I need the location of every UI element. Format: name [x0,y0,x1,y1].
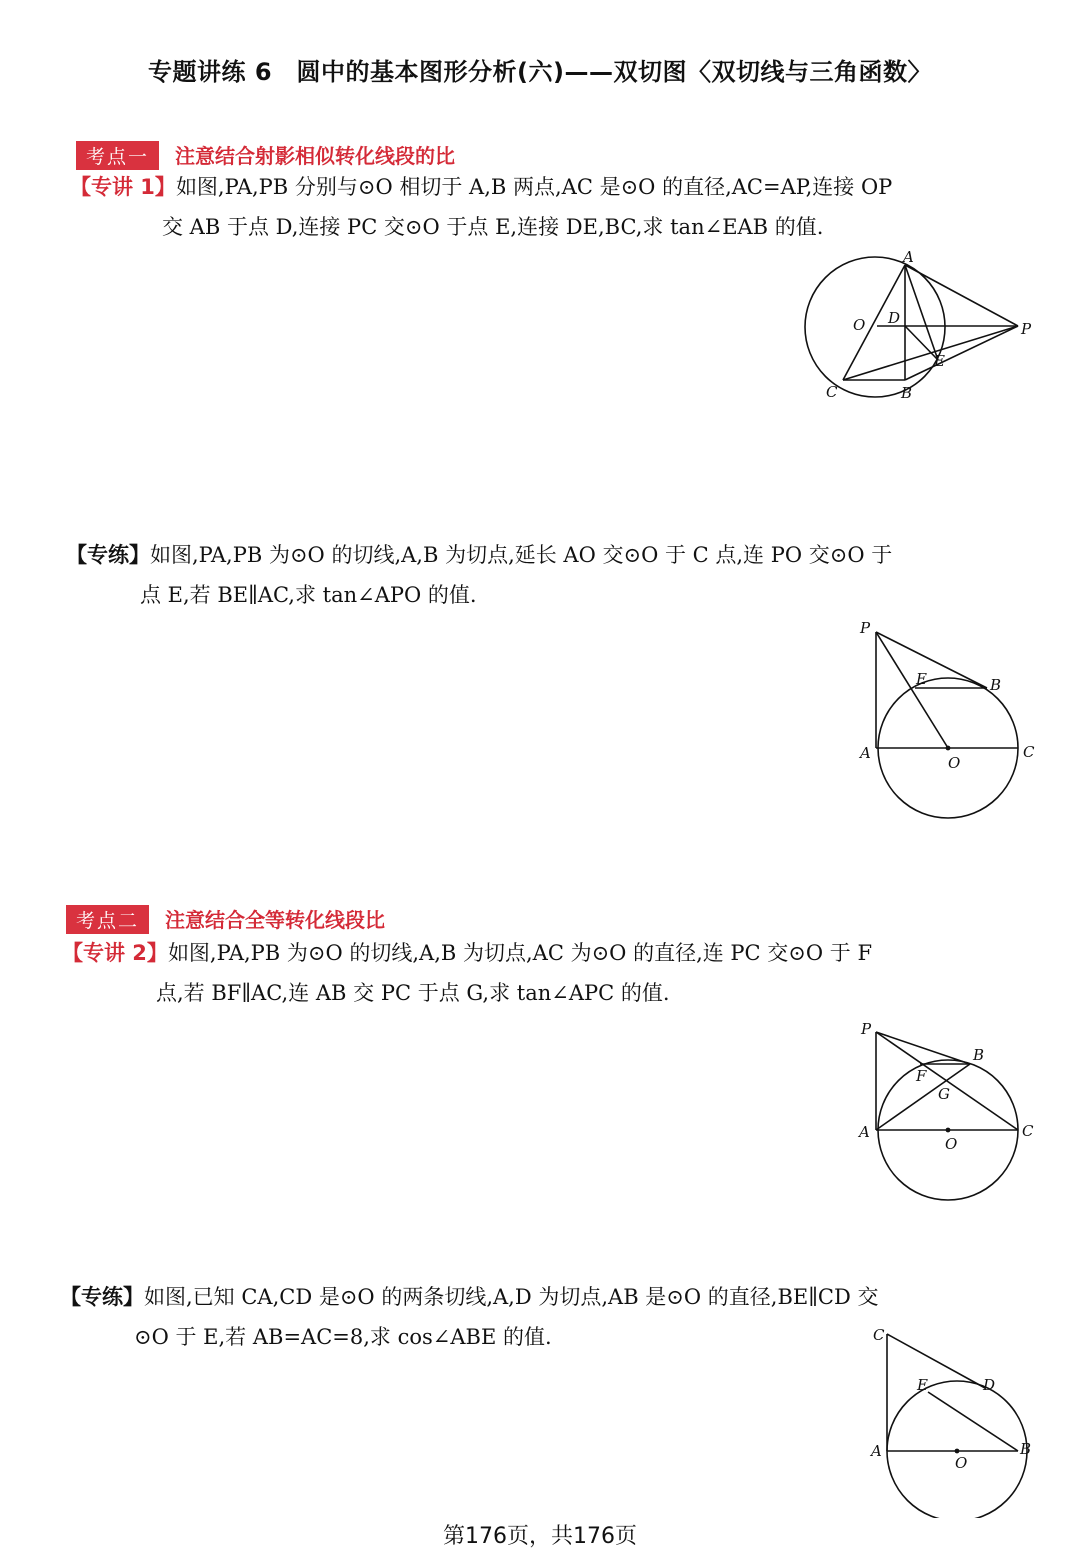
fig4-label-o: O [955,1454,968,1472]
section-1-badge: 考点一 [76,141,159,170]
fig4-label-d: D [983,1376,996,1394]
problem-1-line1: 如图,PA,PB 分别与⊙O 相切于 A,B 两点,AC 是⊙O 的直径,AC=AP,连接 OP [175,175,893,199]
fig1-label-e: E [934,352,945,370]
fig4-label-e: E [917,1376,928,1394]
problem-3 [62,933,872,1013]
problem-2-tag: 【专练】 [66,543,150,567]
figure-2 [850,615,1050,825]
section-2-badge: 考点二 [66,905,149,934]
fig3-label-o: O [945,1135,958,1153]
fig4-label-c: C [873,1326,885,1344]
fig3-label-c: C [1022,1122,1034,1140]
problem-4-line2: ⊙O 于 E,若 AB=AC=8,求 cos∠ABE 的值. [134,1325,552,1349]
fig2-label-p: P [860,619,871,637]
problem-3-line2: 点,若 BF∥AC,连 AB 交 PC 于点 G,求 tan∠APC 的值. [156,981,670,1005]
problem-1-tag: 【专讲 1】 [70,175,176,199]
fig2-label-c: C [1023,743,1035,761]
page-title: 专题讲练 6 圆中的基本图形分析(六)——双切图〈双切线与三角函数〉 [148,58,932,86]
problem-4-tag: 【专练】 [60,1285,144,1309]
fig1-label-d: D [888,309,901,327]
section-1-heading: 注意结合射影相似转化线段的比 [175,144,456,168]
fig3-label-f: F [916,1067,927,1085]
fig4-label-b: B [1020,1440,1032,1458]
figure-3 [850,1015,1050,1205]
fig3-label-b: B [973,1046,985,1064]
page-footer: 第176页，共176页 [443,1524,637,1549]
figure-1-circle [805,257,945,397]
figure-1 [790,245,1050,410]
fig1-label-a: A [903,248,914,266]
fig2-label-e: E [916,670,927,688]
figure-4 [860,1318,1050,1518]
problem-3-tag: 【专讲 2】 [62,941,168,965]
fig2-label-b: B [990,676,1002,694]
fig1-label-b: B [901,384,913,402]
fig3-label-g: G [938,1085,950,1103]
fig2-label-a: A [860,744,871,762]
section-1-header [76,140,455,170]
fig3-label-a: A [859,1123,870,1141]
fig3-label-p: P [861,1020,872,1038]
problem-4-line1: 如图,已知 CA,CD 是⊙O 的两条切线,A,D 为切点,AB 是⊙O 的直径,BE∥CD 交 [144,1285,879,1309]
problem-2-line2: 点 E,若 BE∥AC,求 tan∠APO 的值. [140,583,477,607]
fig1-label-c: C [826,383,838,401]
fig1-label-o: O [853,316,866,334]
problem-3-line1: 如图,PA,PB 为⊙O 的切线,A,B 为切点,AC 为⊙O 的直径,连 PC 交⊙O 于 F [167,941,873,965]
fig1-label-p: P [1021,320,1032,338]
problem-2-line1: 如图,PA,PB 为⊙O 的切线,A,B 为切点,延长 AO 交⊙O 于 C 点,连 PO 交⊙O 于 [150,543,893,567]
fig4-label-a: A [871,1442,882,1460]
section-2-header [66,904,385,934]
problem-1 [70,167,892,247]
problem-4 [60,1277,879,1357]
problem-2 [66,535,892,615]
section-2-heading: 注意结合全等转化线段比 [165,908,386,932]
fig2-label-o: O [948,754,961,772]
problem-1-line2: 交 AB 于点 D,连接 PC 交⊙O 于点 E,连接 DE,BC,求 tan∠EAB 的值. [162,215,824,239]
